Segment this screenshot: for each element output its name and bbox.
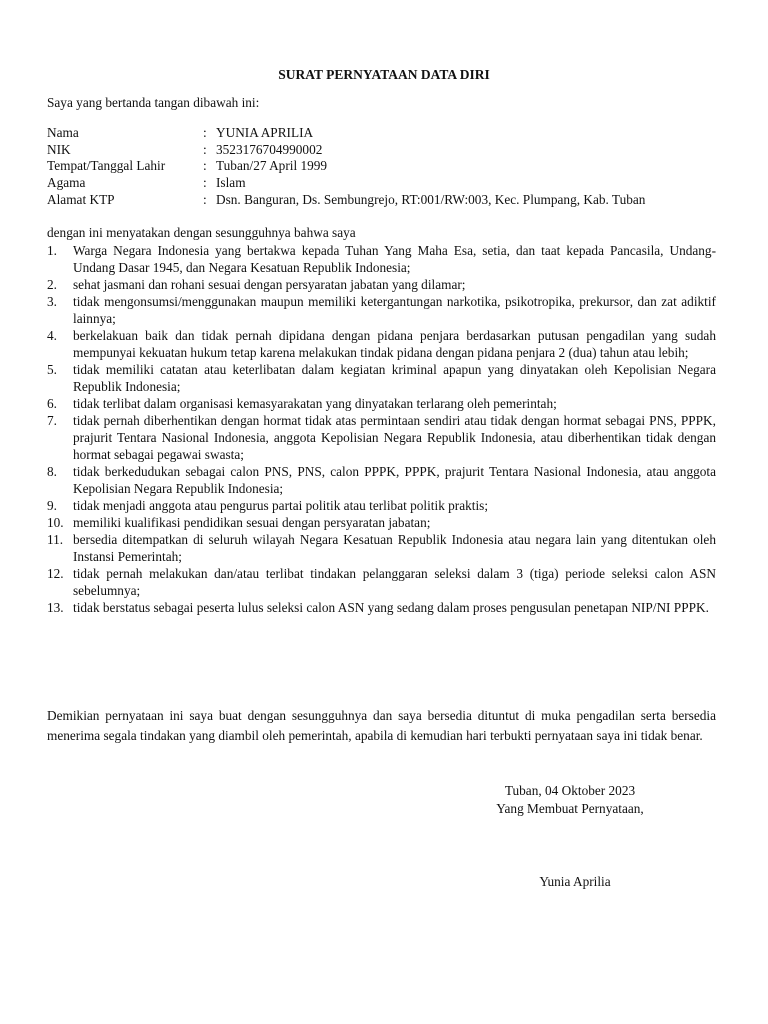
signer-name: Yunia Aprilia	[539, 874, 611, 889]
list-item	[47, 293, 716, 327]
list-item-text: berkelakuan baik dan tidak pernah dipidana dengan pidana penjara berdasarkan putusan pengadilan yang sudah mempunyai kekuatan hukum tetap karena melakukan tindak pidana dengan pidana penjara 2 (dua) tahun atau lebih;	[73, 328, 716, 360]
list-item-text: tidak menjadi anggota atau pengurus partai politik atau terlibat politik praktis;	[73, 498, 489, 513]
identity-value: Dsn. Banguran, Ds. Sembungrejo, RT:001/RW:003, Kec. Plumpang, Kab. Tuban	[216, 191, 646, 207]
identity-label: Tempat/Tanggal Lahir	[47, 158, 166, 174]
list-item-text: tidak memiliki catatan atau keterlibatan dalam kegiatan kriminal apapun yang dinyatakan oleh Kepolisian Negara Republik Indonesia;	[73, 362, 716, 394]
identity-row-nik	[47, 141, 727, 158]
list-item	[47, 276, 716, 293]
list-item-text: memiliki kualifikasi pendidikan sesuai dengan persyaratan jabatan;	[73, 515, 431, 530]
list-item	[47, 395, 716, 412]
list-item-number: 12.	[47, 566, 64, 581]
list-item-text: sehat jasmani dan rohani sesuai dengan persyaratan jabatan yang dilamar;	[73, 277, 466, 292]
identity-value: Tuban/27 April 1999	[216, 158, 328, 174]
list-item-number: 6.	[47, 396, 57, 411]
statement-list	[47, 242, 716, 616]
list-item-number: 13.	[47, 600, 64, 615]
identity-colon: :	[203, 141, 207, 157]
statement-lead: dengan ini menyatakan dengan sesungguhnya bahwa saya	[47, 225, 356, 240]
list-item-text: tidak terlibat dalam organisasi kemasyarakatan yang dinyatakan terlarang oleh pemerintah;	[73, 396, 557, 411]
list-item	[47, 361, 716, 395]
list-item-text: bersedia ditempatkan di seluruh wilayah Negara Kesatuan Republik Indonesia atau negara lain yang ditentukan oleh Instansi Pemerintah;	[73, 532, 716, 564]
list-item-text: Warga Negara Indonesia yang bertakwa kepada Tuhan Yang Maha Esa, setia, dan taat kepada Pancasila, Undang-Undang Dasar 1945, dan Negara Kesatuan Republik Indonesia;	[73, 243, 716, 275]
identity-value: Islam	[216, 175, 246, 191]
list-item-number: 3.	[47, 294, 57, 309]
list-item	[47, 497, 716, 514]
identity-colon: :	[203, 191, 207, 207]
identity-colon: :	[203, 125, 207, 140]
identity-value: YUNIA APRILIA	[216, 125, 314, 140]
list-item-number: 11.	[47, 532, 64, 547]
identity-label: Agama	[47, 175, 86, 191]
list-item-text: tidak berkedudukan sebagai calon PNS, PNS, calon PPPK, PPPK, prajurit Tentara Nasional Indonesia, atau anggota Kepolisian Negara Republik Indonesia;	[73, 464, 716, 496]
list-item-text: tidak mengonsumsi/menggunakan maupun memiliki ketergantungan narkotika, psikotropika, prekursor, dan zat adiktif lainnya;	[73, 294, 716, 326]
document-title: SURAT PERNYATAAN DATA DIRI	[278, 67, 490, 82]
list-item	[47, 242, 716, 276]
identity-colon: :	[203, 158, 207, 174]
identity-colon: :	[203, 175, 207, 191]
list-item-number: 4.	[47, 328, 57, 343]
list-item-number: 1.	[47, 243, 57, 258]
identity-value: 3523176704990002	[216, 141, 323, 157]
identity-row-address	[47, 191, 727, 208]
identity-table	[47, 124, 727, 207]
list-item-text: tidak pernah melakukan dan/atau terlibat tindakan pelanggaran seleksi dalam 3 (tiga) periode seleksi calon ASN sebelumnya;	[73, 566, 716, 598]
list-item-text: tidak pernah diberhentikan dengan hormat tidak atas permintaan sendiri atau tidak dengan hormat sebagai PNS, PPPK, prajurit Tentara Nasional Indonesia, anggota Kepolisian Negara Republik Indonesia, atau diberhentikan tidak dengan hormat sebagai pegawai swasta;	[73, 413, 716, 462]
list-item-number: 2.	[47, 277, 57, 292]
identity-row-name	[47, 124, 727, 141]
intro-text: Saya yang bertanda tangan dibawah ini:	[47, 95, 260, 110]
list-item-number: 8.	[47, 464, 57, 479]
list-item-text: tidak berstatus sebagai peserta lulus seleksi calon ASN yang sedang dalam proses pengusulan penetapan NIP/NI PPPK.	[73, 600, 709, 615]
list-item-number: 5.	[47, 362, 57, 377]
list-item-number: 9.	[47, 498, 57, 513]
identity-label: Nama	[47, 125, 79, 140]
list-item	[47, 327, 716, 361]
list-item	[47, 565, 716, 599]
signer-caption: Yang Membuat Pernyataan,	[496, 801, 644, 816]
list-item	[47, 412, 716, 463]
identity-label: Alamat KTP	[47, 191, 115, 207]
closing-paragraph: Demikian pernyataan ini saya buat dengan sesungguhnya dan saya bersedia dituntut di muka pengadilan serta bersedia menerima segala tindakan yang diambil oleh pemerintah, apabila di kemudian hari terbukti pernyataan saya ini tidak benar.	[47, 708, 716, 743]
identity-row-religion	[47, 174, 727, 191]
list-item	[47, 599, 716, 616]
list-item	[47, 514, 716, 531]
identity-row-birth	[47, 157, 727, 174]
list-item-number: 7.	[47, 413, 57, 428]
place-date: Tuban, 04 Oktober 2023	[504, 783, 636, 798]
list-item	[47, 531, 716, 565]
list-item-number: 10.	[47, 515, 64, 530]
list-item	[47, 463, 716, 497]
identity-label: NIK	[47, 141, 71, 157]
